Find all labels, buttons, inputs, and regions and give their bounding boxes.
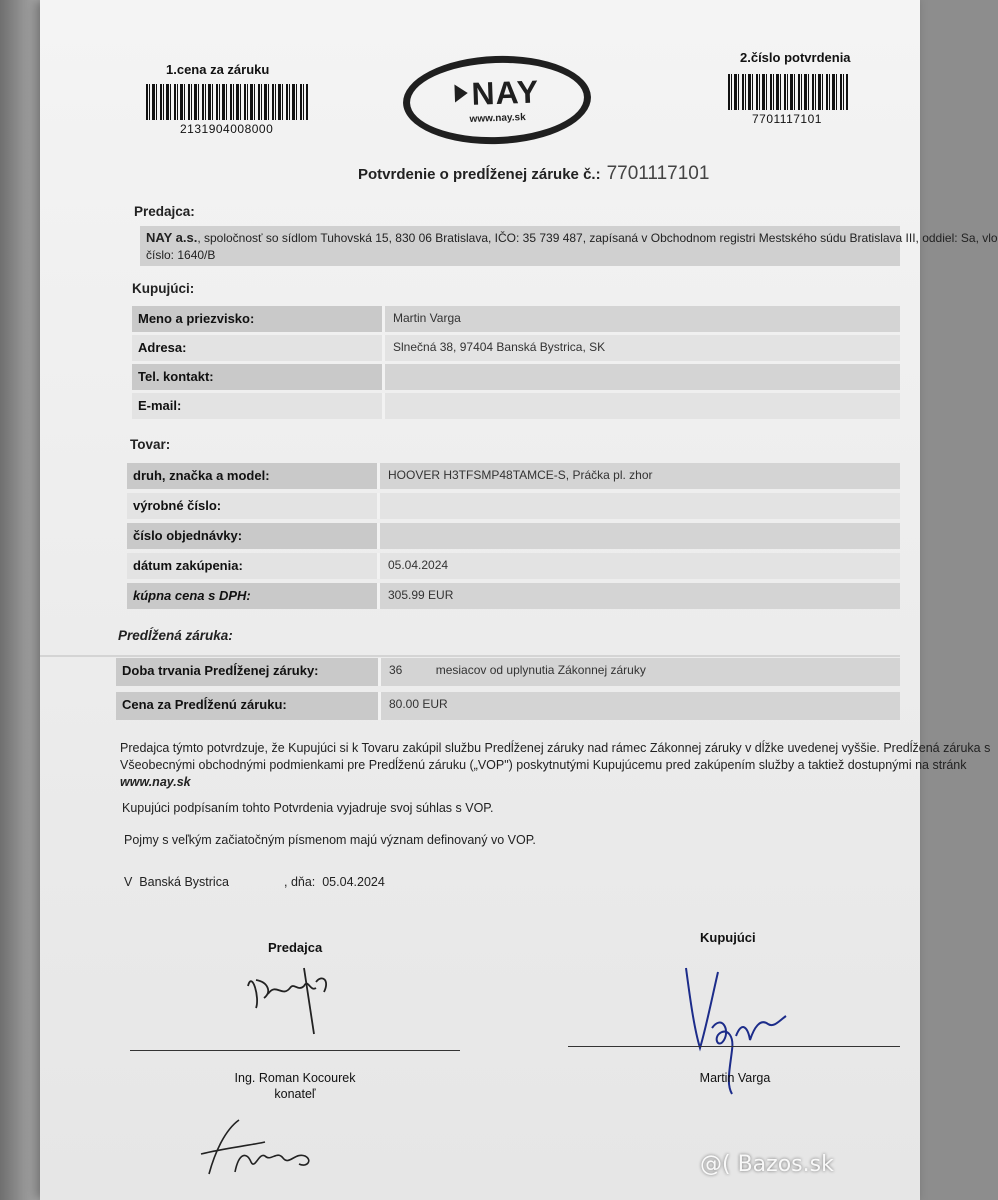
place-line bbox=[124, 874, 229, 891]
definitions-paragraph: Pojmy s veľkým začiatočným písmenom majú význam definovaný vo VOP. bbox=[124, 833, 536, 847]
buyer-signatory-name: Martin Varga bbox=[699, 1071, 771, 1085]
seller-section-title: Predajca: bbox=[134, 204, 195, 219]
terms-line2: Všeobecnými obchodnými podmienkami pre Predĺženú záruku („VOP") poskytnutými Kupujúcemu pred zakúpením služby a taktiež dostupnými na stránk bbox=[120, 758, 967, 772]
terms-link[interactable]: www.nay.sk bbox=[120, 775, 191, 789]
warranty-months: 36 bbox=[389, 663, 403, 677]
terms-line1: Predajca týmto potvrdzuje, že Kupujúci si k Tovaru zakúpil službu Predĺženej záruky nad rámec Zákonnej záruky v dĺžke uvedenej vyššie. Predĺžená záruka s bbox=[120, 741, 991, 755]
table-row bbox=[127, 523, 900, 549]
place-prefix: V bbox=[124, 875, 133, 889]
buyer-phone-value bbox=[385, 364, 900, 390]
seller-signature bbox=[238, 958, 338, 1038]
seller-line2: číslo: 1640/B bbox=[146, 248, 216, 262]
table-row bbox=[127, 553, 900, 579]
date-prefix: , dňa: bbox=[284, 875, 316, 889]
place-value: Banská Bystrica bbox=[139, 875, 229, 889]
table-row bbox=[127, 583, 900, 609]
goods-order-value bbox=[380, 523, 900, 549]
barcode-left-title: 1.cena za záruku bbox=[166, 62, 270, 77]
heading-number: 7701117101 bbox=[606, 163, 710, 184]
goods-table bbox=[127, 463, 900, 609]
goods-serial-value bbox=[380, 493, 900, 519]
buyer-address-label: Adresa: bbox=[132, 335, 382, 361]
seller-signature-title: Predajca bbox=[268, 940, 323, 955]
table-row bbox=[132, 335, 900, 361]
goods-price-label: kúpna cena s DPH: bbox=[127, 583, 377, 609]
table-row bbox=[127, 493, 900, 519]
warranty-table bbox=[116, 658, 900, 720]
table-row bbox=[116, 692, 900, 720]
goods-model-value: HOOVER H3TFSMP48TAMCE-S, Práčka pl. zhor bbox=[380, 463, 900, 489]
buyer-email-value bbox=[385, 393, 900, 419]
table-row bbox=[132, 306, 900, 332]
warranty-duration-value bbox=[381, 658, 900, 686]
barcode-left bbox=[146, 84, 308, 120]
consent-paragraph: Kupujúci podpísaním tohto Potvrdenia vyjadruje svoj súhlas s VOP. bbox=[122, 801, 494, 815]
buyer-signature-line bbox=[568, 1046, 900, 1047]
warranty-section-title: Predĺžená záruka: bbox=[118, 628, 233, 643]
goods-date-value: 05.04.2024 bbox=[380, 553, 900, 579]
seller-signatory-name: Ing. Roman Kocourek bbox=[234, 1071, 356, 1085]
table-row bbox=[127, 463, 900, 489]
goods-model-label: druh, značka a model: bbox=[127, 463, 377, 489]
bazos-watermark: @( Bazos.sk bbox=[700, 1152, 834, 1177]
buyer-email-label: E-mail: bbox=[132, 393, 382, 419]
seller-line1: , spoločnosť so sídlom Tuhovská 15, 830 06 Bratislava, IČO: 35 739 487, zapísaná v Obchodnom registri Mestského súdu Bratislava III, oddiel: Sa, vlo bbox=[197, 231, 998, 245]
goods-order-label: číslo objednávky: bbox=[127, 523, 377, 549]
buyer-table bbox=[132, 306, 900, 419]
barcode-right bbox=[728, 74, 848, 110]
barcode-right-title: 2.číslo potvrdenia bbox=[740, 50, 851, 65]
goods-section-title: Tovar: bbox=[130, 437, 171, 452]
table-row bbox=[116, 658, 900, 686]
barcode-right-number: 7701117101 bbox=[752, 112, 822, 126]
buyer-signature-title: Kupujúci bbox=[700, 930, 756, 945]
buyer-name-label: Meno a priezvisko: bbox=[132, 306, 382, 332]
seller-signatory-role: konateľ bbox=[274, 1087, 316, 1101]
barcode-left-number: 2131904008000 bbox=[180, 122, 274, 136]
date-value: 05.04.2024 bbox=[322, 875, 385, 889]
seller-second-signature bbox=[195, 1112, 325, 1186]
table-row bbox=[132, 393, 900, 419]
play-icon bbox=[454, 84, 468, 102]
buyer-address-value: Slnečná 38, 97404 Banská Bystrica, SK bbox=[385, 335, 900, 361]
goods-date-label: dátum zakúpenia: bbox=[127, 553, 377, 579]
seller-info bbox=[140, 226, 998, 266]
seller-signatory bbox=[200, 1070, 390, 1102]
seller-name: NAY a.s. bbox=[146, 230, 198, 245]
warranty-duration-label: Doba trvania Predĺženej záruky: bbox=[116, 658, 378, 686]
terms-paragraph bbox=[120, 740, 991, 791]
document-heading bbox=[358, 163, 709, 185]
buyer-phone-label: Tel. kontakt: bbox=[132, 364, 382, 390]
warranty-price-value: 80.00 EUR bbox=[381, 692, 900, 720]
table-row bbox=[132, 364, 900, 390]
goods-price-value: 305.99 EUR bbox=[380, 583, 900, 609]
logo-url: www.nay.sk bbox=[469, 112, 526, 125]
logo-brand: NAY bbox=[409, 72, 584, 115]
buyer-name-value: Martin Varga bbox=[385, 306, 900, 332]
paper-fold bbox=[40, 655, 900, 657]
buyer-section-title: Kupujúci: bbox=[132, 281, 195, 296]
seller-signature-line bbox=[130, 1050, 460, 1051]
warranty-months-note: mesiacov od uplynutia Zákonnej záruky bbox=[435, 663, 646, 677]
date-line bbox=[284, 874, 385, 891]
heading-label: Potvrdenie o predĺženej záruke č.: bbox=[358, 166, 601, 183]
goods-serial-label: výrobné číslo: bbox=[127, 493, 377, 519]
warranty-price-label: Cena za Predĺženú záruku: bbox=[116, 692, 378, 720]
